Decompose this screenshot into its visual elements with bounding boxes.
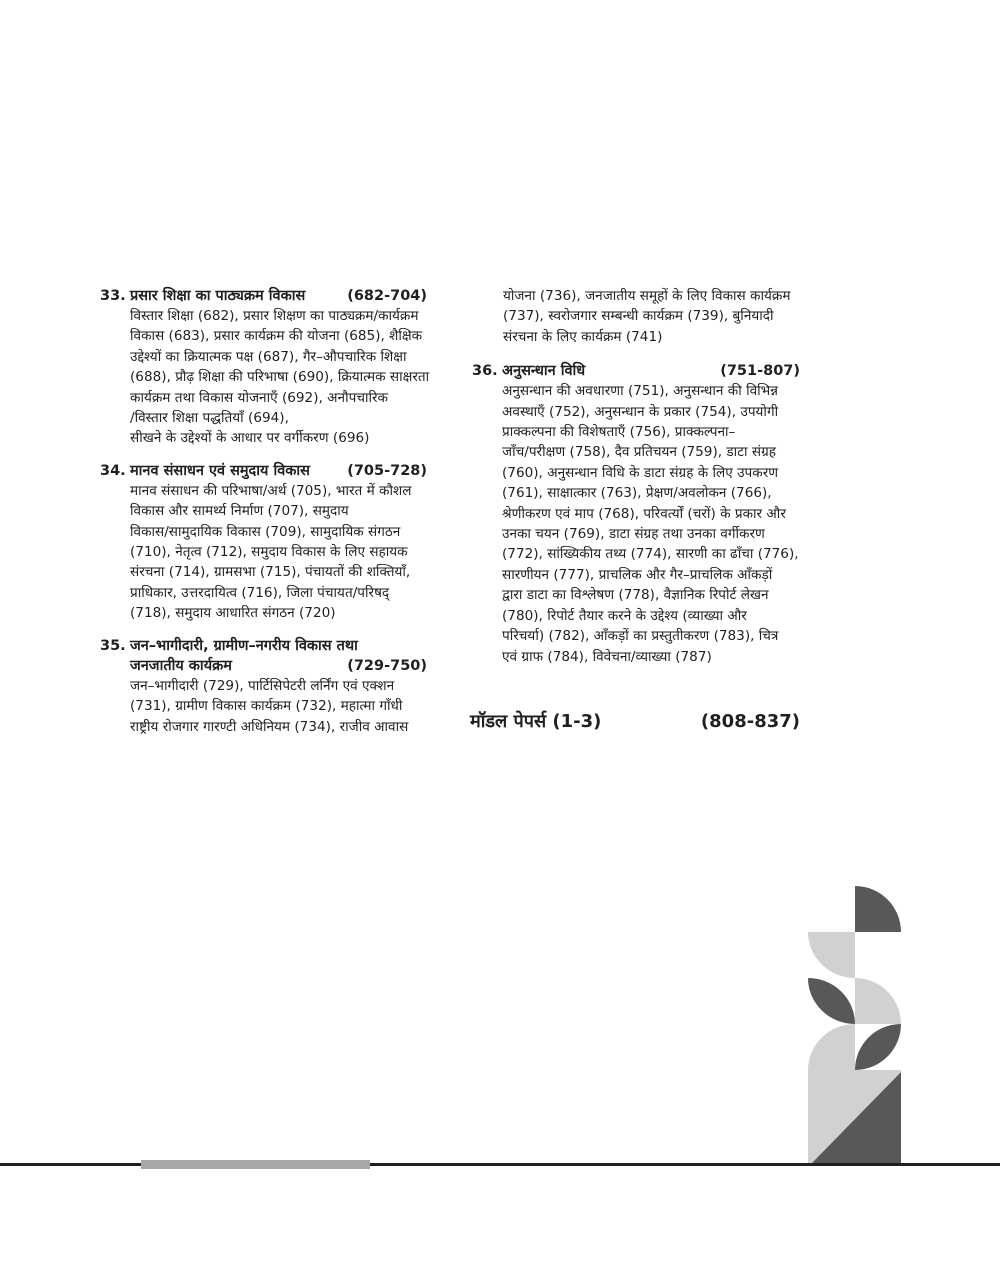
section-title: प्रसार शिक्षा का पाठ्यक्रम विकास [130, 288, 306, 304]
section-topics [130, 481, 445, 624]
toc-section-34 [100, 461, 445, 624]
topic-line: (718), समुदाय आधारित संगठन (720) [130, 605, 336, 622]
toc-section-33 [100, 286, 445, 449]
topic-line: सारणीयन (777), प्राचलिक और गैर–प्राचलिक आँकड़ों [502, 566, 773, 583]
page-range: (729-750) [347, 657, 427, 674]
light-quarter-shape [808, 1024, 855, 1070]
light-quarter-shape [855, 978, 901, 1024]
section-title-line: जनजातीय कार्यक्रम [130, 657, 232, 674]
topic-line: (760), अनुसन्धान विधि के डाटा संग्रह के लिए उपकरण [502, 464, 779, 481]
topic-line: परिचर्या) (782), आँकड़ों का प्रस्तुतीकरण (783), चित्र [502, 628, 779, 645]
decorative-geometric-graphic [808, 886, 901, 1164]
topic-line: (772), सांख्यिकीय तथ्य (774), सारणी का ढाँचा (776), [502, 546, 799, 563]
topic-line: मानव संसाधन की परिभाषा/अर्थ (705), भारत में कौशल [130, 482, 412, 499]
section-35-continuation [503, 286, 802, 347]
section-heading [100, 461, 445, 481]
section-number: 36. [472, 363, 498, 380]
topic-line: /विस्तार शिक्षा पद्धतियाँ (694), [130, 410, 289, 427]
topic-line: एवं ग्राफ (784), विवेचना/व्याख्या (787) [502, 648, 712, 665]
dark-leaf-shape [808, 978, 855, 1024]
topic-line: (731), ग्रामीण विकास कार्यक्रम (732), महात्मा गाँधी [130, 698, 403, 715]
topic-line: विकास और सामर्थ्य निर्माण (707), समुदाय [130, 503, 349, 520]
topic-line: अनुसन्धान की अवधारणा (751), अनुसन्धान की विभिन्न [502, 383, 778, 400]
topic-line: (710), नेतृत्व (712), समुदाय विकास के लिए सहायक [130, 544, 408, 561]
section-number: 35. [100, 637, 126, 654]
section-title: अनुसन्धान विधि [502, 363, 586, 380]
toc-section-36 [472, 361, 802, 667]
section-heading [100, 636, 445, 676]
topic-line: विकास/सामुदायिक विकास (709), सामुदायिक संगठन [130, 523, 401, 540]
dark-quarter-shape [855, 886, 901, 932]
topic-line: द्वारा डाटा का विश्लेषण (778), वैज्ञानिक रिपोर्ट लेखन [502, 587, 769, 604]
topic-line: जन–भागीदारी (729), पार्टिसिपेटरी लर्निंग एवं एक्शन [130, 677, 395, 694]
section-title: मानव संसाधन एवं समुदाय विकास [130, 462, 310, 479]
topic-line: उनका चयन (769), डाटा संग्रह तथा उनका वर्गीकरण [502, 526, 765, 543]
topic-line: प्राधिकार, उत्तरदायित्व (716), जिला पंचायत/परिषद् [130, 584, 390, 601]
section-topics [502, 381, 802, 667]
dark-leaf-shape [855, 1024, 901, 1070]
section-topics [130, 306, 445, 449]
section-topics [130, 676, 445, 737]
topic-line: (688), प्रौढ़ शिक्षा की परिभाषा (690), क्रियात्मक साक्षरता [130, 369, 430, 386]
page-range: (682-704) [347, 288, 427, 304]
page-range: (751-807) [720, 363, 800, 380]
topic-line: (737), स्वरोजगार सम्बन्धी कार्यक्रम (739), बुनियादी [503, 308, 774, 325]
light-quarter-shape [808, 932, 855, 978]
model-papers-entry [470, 709, 800, 735]
topic-line: सीखने के उद्देश्यों के आधार पर वर्गीकरण (696) [130, 430, 370, 447]
section-number: 34. [100, 462, 126, 479]
model-papers-range: (808-837) [700, 711, 800, 732]
section-number: 33. [100, 288, 126, 304]
section-title-line: जन–भागीदारी, ग्रामीण–नगरीय विकास तथा [130, 637, 358, 654]
topic-line: विकास (683), प्रसार कार्यक्रम की योजना (685), शैक्षिक [130, 328, 423, 345]
topic-line: विस्तार शिक्षा (682), प्रसार शिक्षण का पाठ्यक्रम/कार्यक्रम [130, 308, 419, 324]
topic-line: अवस्थाएँ (752), अनुसन्धान के प्रकार (754), उपयोगी [502, 403, 779, 420]
toc-right-column [472, 286, 802, 679]
toc-left-column [100, 286, 445, 749]
topic-line: संरचना (714), ग्रामसभा (715), पंचायतों की शक्तियाँ, [130, 564, 411, 581]
section-heading [472, 361, 802, 381]
toc-section-35 [100, 636, 445, 737]
topic-line: राष्ट्रीय रोजगार गारण्टी अधिनियम (734), राजीव आवास [130, 718, 409, 735]
topic-line: श्रेणीकरण एवं माप (768), परिवर्त्यों (चरों) के प्रकार और [502, 505, 786, 522]
topic-line: (761), साक्षात्कार (763), प्रेक्षण/अवलोकन (766), [502, 485, 772, 502]
topic-line: योजना (736), जनजातीय समूहों के लिए विकास कार्यक्रम [503, 288, 791, 304]
topic-line: संरचना के लिए कार्यक्रम (741) [503, 328, 663, 345]
section-heading [100, 286, 445, 306]
model-papers-title: मॉडल पेपर्स (1-3) [470, 711, 602, 732]
footer-accent-bar [141, 1160, 370, 1169]
topic-line: जाँच/परीक्षण (758), दैव प्रतिचयन (759), डाटा संग्रह [502, 444, 776, 461]
topic-line: प्राक्कल्पना की विशेषताएँ (756), प्राक्कल्पना– [502, 424, 736, 441]
topic-line: कार्यक्रम तथा विकास योजनाएँ (692), अनौपचारिक [130, 389, 388, 406]
page-range: (705-728) [347, 462, 427, 479]
topic-line: उद्देश्यों का क्रियात्मक पक्ष (687), गैर–औपचारिक शिक्षा [130, 348, 407, 365]
topic-line: (780), रिपोर्ट तैयार करने के उद्देश्य (व्याख्या और [502, 607, 747, 624]
